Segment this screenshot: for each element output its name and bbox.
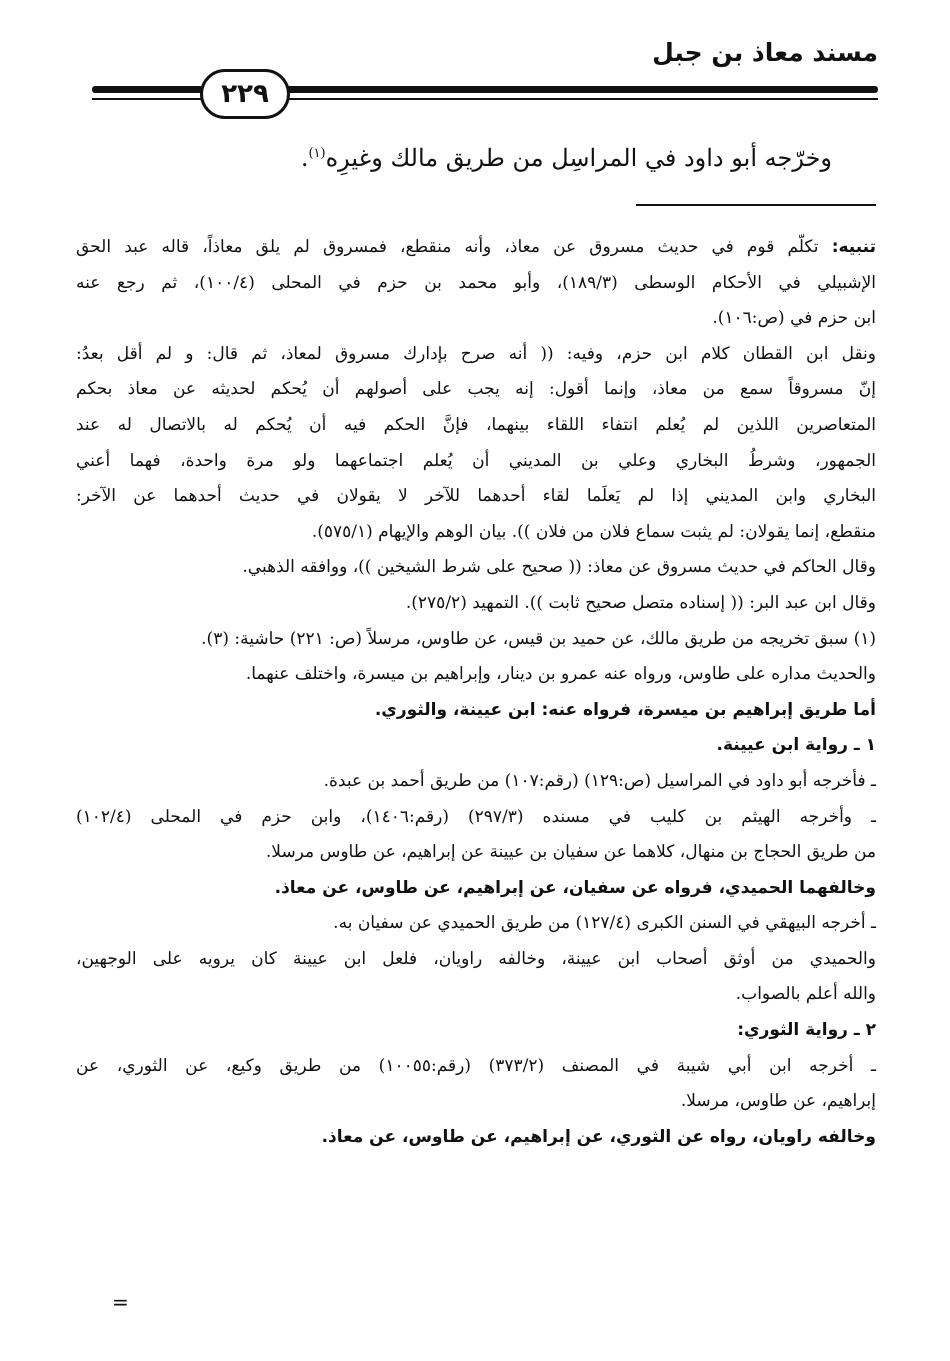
footnote-separator bbox=[636, 204, 876, 206]
text-line: وقال الحاكم في حديث مسروق عن معاذ: (( صحيح على شرط الشيخين ))، ووافقه الذهبي. bbox=[242, 557, 876, 578]
text-line: ونقل ابن القطان كلام ابن حزم، وفيه: (( أنه صرح بإدارك مسروق لمعاذ، ثم قال: و لم أقل بعدُ: bbox=[76, 343, 876, 364]
main-text bbox=[132, 132, 832, 180]
main-text-end: . bbox=[300, 144, 309, 172]
text-line: منقطع، إنما يقولان: لم يثبت سماع فلان من فلان )). بيان الوهم والإيهام (٥٧٥/١). bbox=[311, 521, 876, 542]
text-line: إنّ مسروقاً سمع من معاذ، وإنما أقول: إنه يجب على أصولهم أن يُحكم لحديثه عن معاذ بحكم bbox=[76, 379, 876, 400]
tanbih-text: تكلّم قوم في حديث مسروق عن معاذ، وأنه منقطع، فمسروق لم يلق معاذاً، قاله عبد الحق bbox=[76, 237, 819, 257]
running-title: مسند معاذ بن جبل bbox=[652, 38, 878, 67]
text-line: البخاري وابن المديني إذا لم يَعلَما لقاء أحدهما للآخر لا يقولان في حديث أحدهما عن الآخر: bbox=[76, 486, 876, 507]
tanbih-label: تنبيه: bbox=[831, 237, 876, 257]
text-line: من طريق الحجاج بن منهال، كلاهما عن سفيان بن عيينة عن إبراهيم، عن طاوس مرسلا. bbox=[265, 842, 876, 863]
text-line: ـ أخرجه البيهقي في السنن الكبرى (١٢٧/٤) من طريق الحميدي عن سفيان به. bbox=[333, 913, 876, 934]
main-text-body: وخرّجه أبو داود في المراسِل من طريق مالك وغيرِه bbox=[325, 144, 832, 172]
footnotes-body bbox=[76, 230, 876, 1155]
tanbih-line-1 bbox=[76, 230, 876, 266]
section-heading: ١ ـ رواية ابن عيينة. bbox=[716, 735, 876, 756]
footnote-ref: (١) bbox=[308, 146, 326, 161]
text-line: والله أعلم بالصواب. bbox=[735, 984, 876, 1005]
text-line: إبراهيم، عن طاوس، مرسلا. bbox=[680, 1091, 876, 1112]
footnote-1: (١) سبق تخريجه من طريق مالك، عن حميد بن قيس، عن طاوس، مرسلاً (ص: ٢٢١) حاشية: (٣). bbox=[201, 628, 876, 649]
page-number: ٢٢٩ bbox=[200, 69, 290, 119]
text-line: والحميدي من أوثق أصحاب ابن عيينة، وخالفه راويان، فلعل ابن عيينة كان يرويه على الوجهين، bbox=[76, 948, 876, 969]
section-heading: أما طريق إبراهيم بن ميسرة، فرواه عنه: ابن عيينة، والثوري. bbox=[374, 699, 876, 720]
section-heading: ٢ ـ رواية الثوري: bbox=[737, 1020, 876, 1041]
continuation-mark: = bbox=[112, 1290, 129, 1314]
text-line: الجمهور، وشرطُ البخاري وعلي بن المديني أن يُعلم اجتماعهما ولو مرة واحدة، فهما أعني bbox=[76, 450, 876, 471]
text-line: ـ وأخرجه الهيثم بن كليب في مسنده (٢٩٧/٣) (رقم:١٤٠٦)، وابن حزم في المحلى (١٠٢/٤) bbox=[76, 806, 876, 827]
text-line: وقال ابن عبد البر: (( إسناده متصل صحيح ثابت )). التمهيد (٢٧٥/٢). bbox=[405, 592, 876, 613]
text-line: ابن حزم في (ص:١٠٦). bbox=[712, 308, 876, 329]
text-line: الإشبيلي في الأحكام الوسطى (١٨٩/٣)، وأبو محمد بن حزم في المحلى (١٠٠/٤)، ثم رجع عنه bbox=[76, 272, 876, 293]
text-line: ـ فأخرجه أبو داود في المراسيل (ص:١٢٩) (رقم:١٠٧) من طريق أحمد بن عبدة. bbox=[323, 770, 876, 791]
text-line: والحديث مداره على طاوس، ورواه عنه عمرو بن دينار، وإبراهيم بن ميسرة، واختلف عنهما. bbox=[245, 664, 876, 685]
section-heading: وخالفهما الحميدي، فرواه عن سفيان، عن إبراهيم، عن طاوس، عن معاذ. bbox=[274, 877, 876, 898]
text-line: ـ أخرجه ابن أبي شيبة في المصنف (٣٧٣/٢) (رقم:١٠٠٥٥) من طريق وكيع، عن الثوري، عن bbox=[76, 1055, 877, 1076]
text-line: المتعاصرين اللذين لم يُعلم انتفاء اللقاء بينهما، فإنَّ الحكم فيه أن يُحكم له بالاتصال له عند bbox=[76, 414, 876, 435]
section-heading: وخالفه راويان، رواه عن الثوري، عن إبراهيم، عن طاوس، عن معاذ. bbox=[321, 1126, 876, 1147]
